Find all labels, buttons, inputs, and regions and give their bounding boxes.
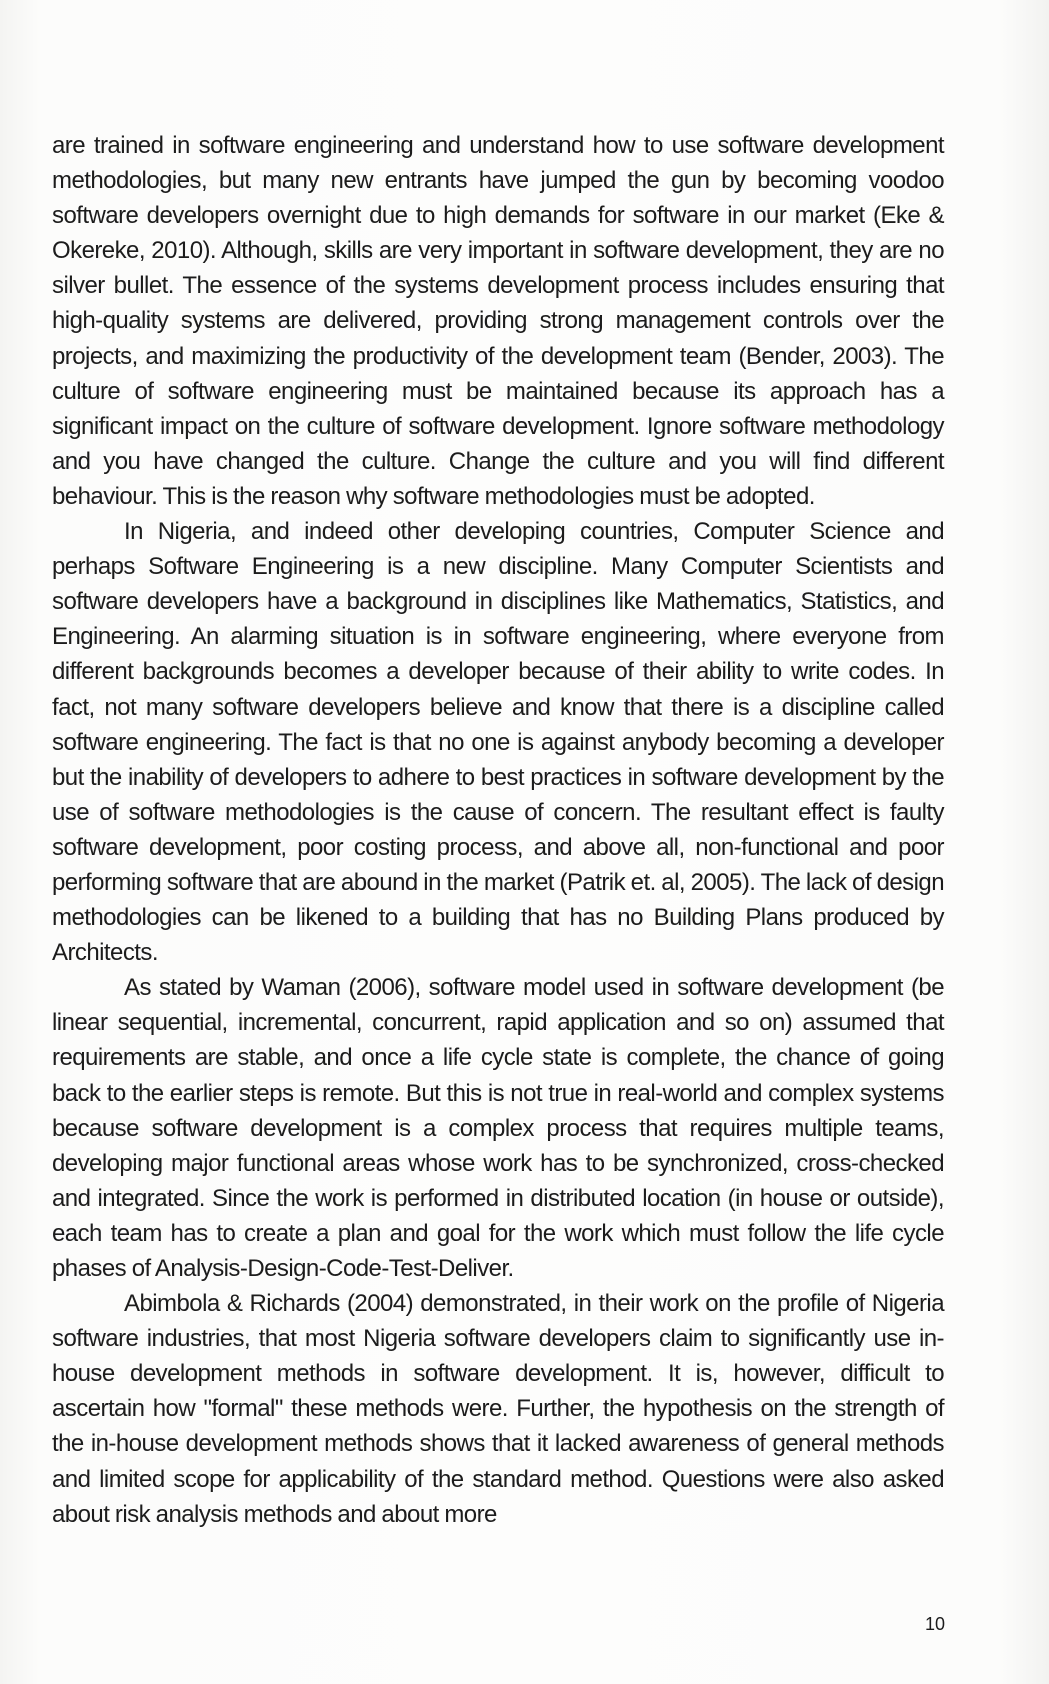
paragraph-continued: are trained in software engineering and understand how to use software development methodologies, but many new entrants have jumped the gun by becoming voodoo software developers overnight due to high demands for software in our market (Eke & Okereke, 2010). Although, skills are very important in software development, they are no silver bullet. The essence of the systems development process includes ensuring that high-quality systems are delivered, providing strong management controls over the projects, and maximizing the productivity of the development team (Bender, 2003). The culture of software engineering must be maintained because its approach has a significant impact on the culture of software development. Ignore software methodology and you have changed the culture. Change the culture and you will find different behaviour. This is the reason why software methodologies must be adopted.: [52, 132, 944, 510]
paragraph-nigeria: In Nigeria, and indeed other developing countries, Computer Science and perhaps Software Engineering is a new discipline. Many Computer Scientists and software developers have a background in disciplines like Mathematics, Statistics, and Engineering. An alarming situation is in software engineering, where everyone from different backgrounds becomes a developer because of their ability to write codes. In fact, not many software developers believe and know that there is a discipline called software engineering. The fact is that no one is against anybody becoming a developer but the inability of developers to adhere to best practices in software development by the use of software methodologies is the cause of concern. The resultant effect is faulty software development, poor costing process, and above all, non-functional and poor performing software that are abound in the market (Patrik et. al, 2005). The lack of design methodologies can be likened to a building that has no Building Plans produced by Architects.: [52, 518, 944, 967]
page-number: 10: [924, 1614, 946, 1634]
body-text: [52, 128, 944, 1532]
paragraph-abimbola: Abimbola & Richards (2004) demonstrated, in their work on the profile of Nigeria software industries, that most Nigeria software developers claim to significantly use in-house development methods in software development. It is, however, difficult to ascertain how "formal" these methods were. Further, the hypothesis on the strength of the in-house development methods shows that it lacked awareness of general methods and limited scope for applicability of the standard method. Questions were also asked about risk analysis methods and about more: [52, 1290, 944, 1528]
paragraph-waman: As stated by Waman (2006), software model used in software development (be linear sequential, incremental, concurrent, rapid application and so on) assumed that requirements are stable, and once a life cycle state is complete, the chance of going back to the earlier steps is remote. But this is not true in real-world and complex systems because software development is a complex process that requires multiple teams, developing major functional areas whose work has to be synchronized, cross-checked and integrated. Since the work is performed in distributed location (in house or outside), each team has to create a plan and goal for the work which must follow the life cycle phases of Analysis-Design-Code-Test-Deliver.: [52, 974, 944, 1282]
